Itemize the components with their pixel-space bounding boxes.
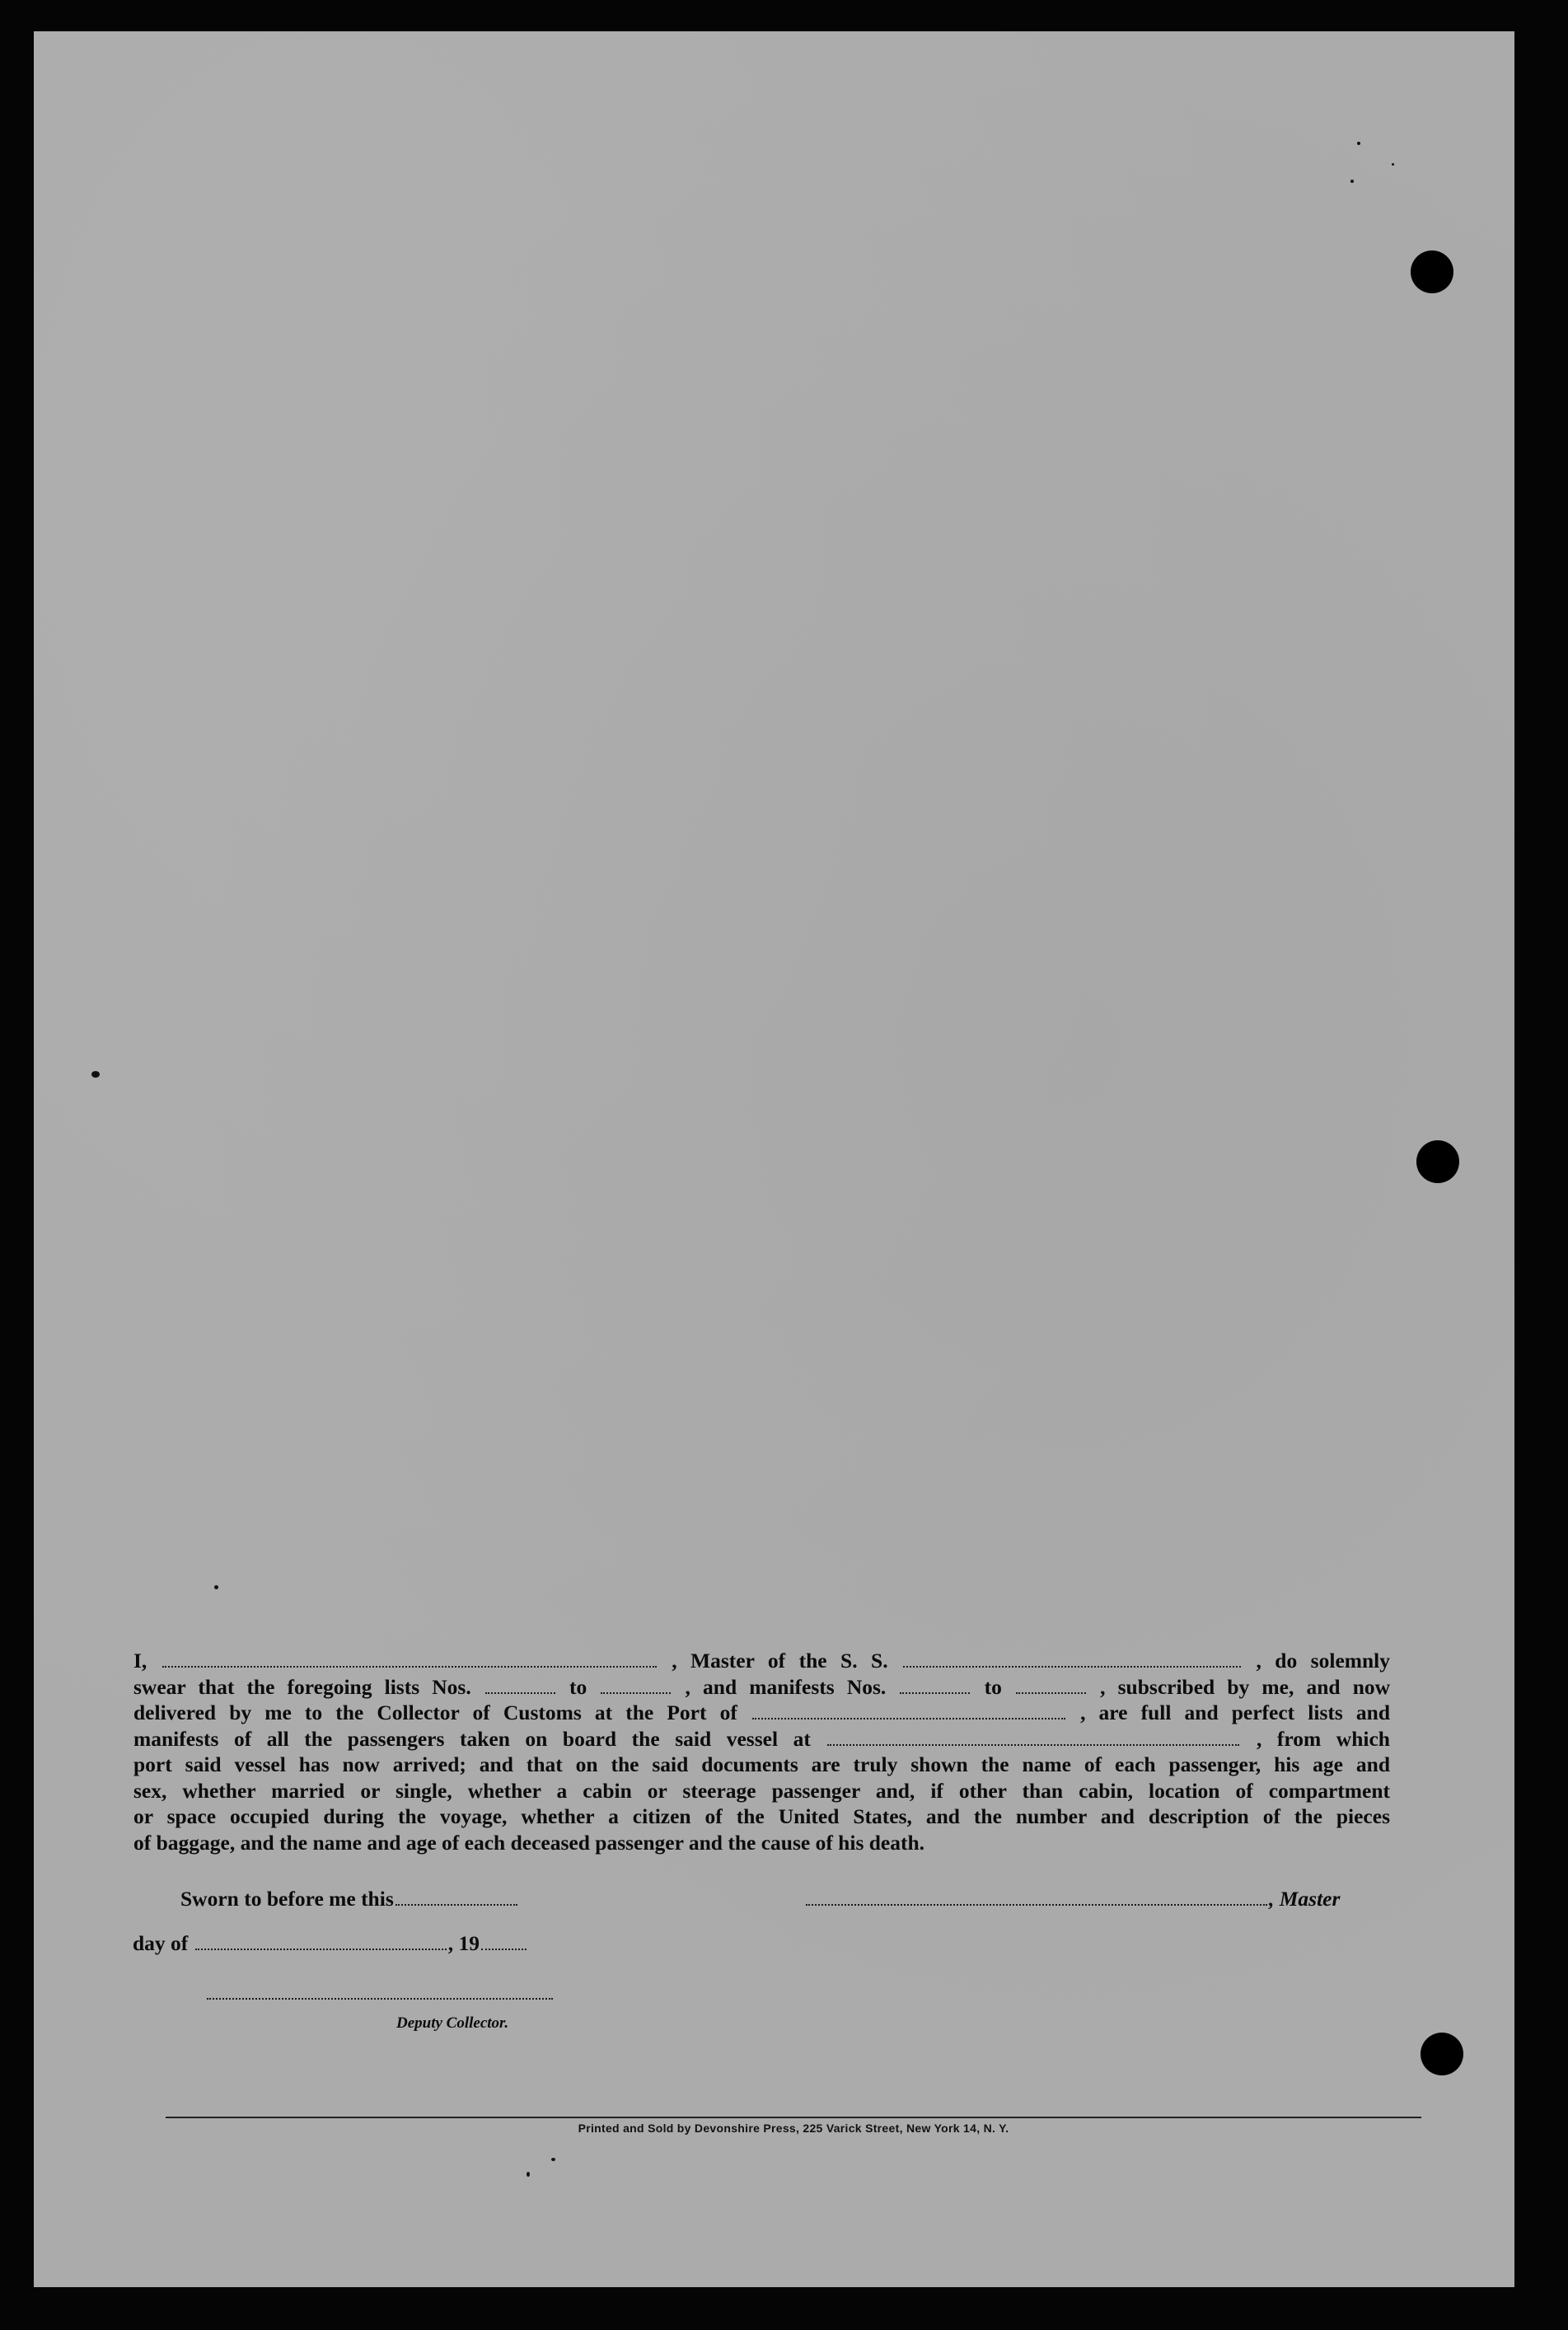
blank-port [752,1717,1065,1719]
blank-month [195,1948,447,1950]
oath-line: I, , Master of the S. S. , do solemnly [133,1649,1391,1673]
blank-master-signature [806,1903,1267,1906]
scan-speck [1392,163,1394,166]
scan-speck [1357,142,1360,145]
printer-imprint: Printed and Sold by Devonshire Press, 225 Varick Street, New York 14, N. Y. [578,2122,1009,2135]
punch-hole-top [1411,250,1453,293]
blank-sworn-day [396,1903,517,1906]
deputy-collector-caption: Deputy Collector. [396,2014,509,2032]
blank-ship-name [903,1665,1241,1668]
scan-speck [551,2158,555,2161]
punch-hole-bottom [1421,2033,1463,2075]
blank-manifest-to [1016,1691,1086,1694]
blank-manifest-from [900,1691,970,1694]
oath-line: of baggage, and the name and age of each deceased passenger and the cause of his death. [133,1830,925,1855]
scan-speck [214,1585,218,1589]
scan-speck [91,1071,100,1078]
date-line: day of , 19 [133,1931,528,1956]
master-signature-line: , Master [804,1887,1340,1911]
blank-list-from [485,1691,555,1694]
oath-line: sex, whether married or single, whether a cabin or steerage passenger and, if other than cabin, location of compartment [133,1778,1390,1803]
punch-hole-middle [1416,1140,1459,1183]
blank-year [481,1948,527,1950]
blank-list-to [601,1691,671,1694]
oath-line: swear that the foregoing lists Nos. to , and manifests Nos. to , subscribed by me, and now [133,1674,1391,1699]
blank-departure-port [827,1743,1239,1746]
oath-line: manifests of all the passengers taken on board the said vessel at , from which [133,1726,1390,1751]
scan-speck [527,2172,530,2177]
manifest-back-page [34,31,1514,2287]
sworn-line: Sworn to before me this [180,1887,519,1911]
master-oath-paragraph [133,1648,1390,1855]
blank-master-name [162,1665,657,1668]
deputy-collector-signature-line [205,1981,555,2005]
oath-line: port said vessel has now arrived; and that on the said documents are truly shown the name of each passenger, his age and [133,1752,1390,1776]
oath-line: or space occupied during the voyage, whether a citizen of the United States, and the number and description of the pieces [133,1804,1390,1828]
scan-speck [1350,180,1354,183]
footer-rule [166,2117,1421,2118]
oath-line: delivered by me to the Collector of Customs at the Port of , are full and perfect lists and [133,1701,1391,1724]
blank-deputy-collector-signature [207,1997,553,2000]
